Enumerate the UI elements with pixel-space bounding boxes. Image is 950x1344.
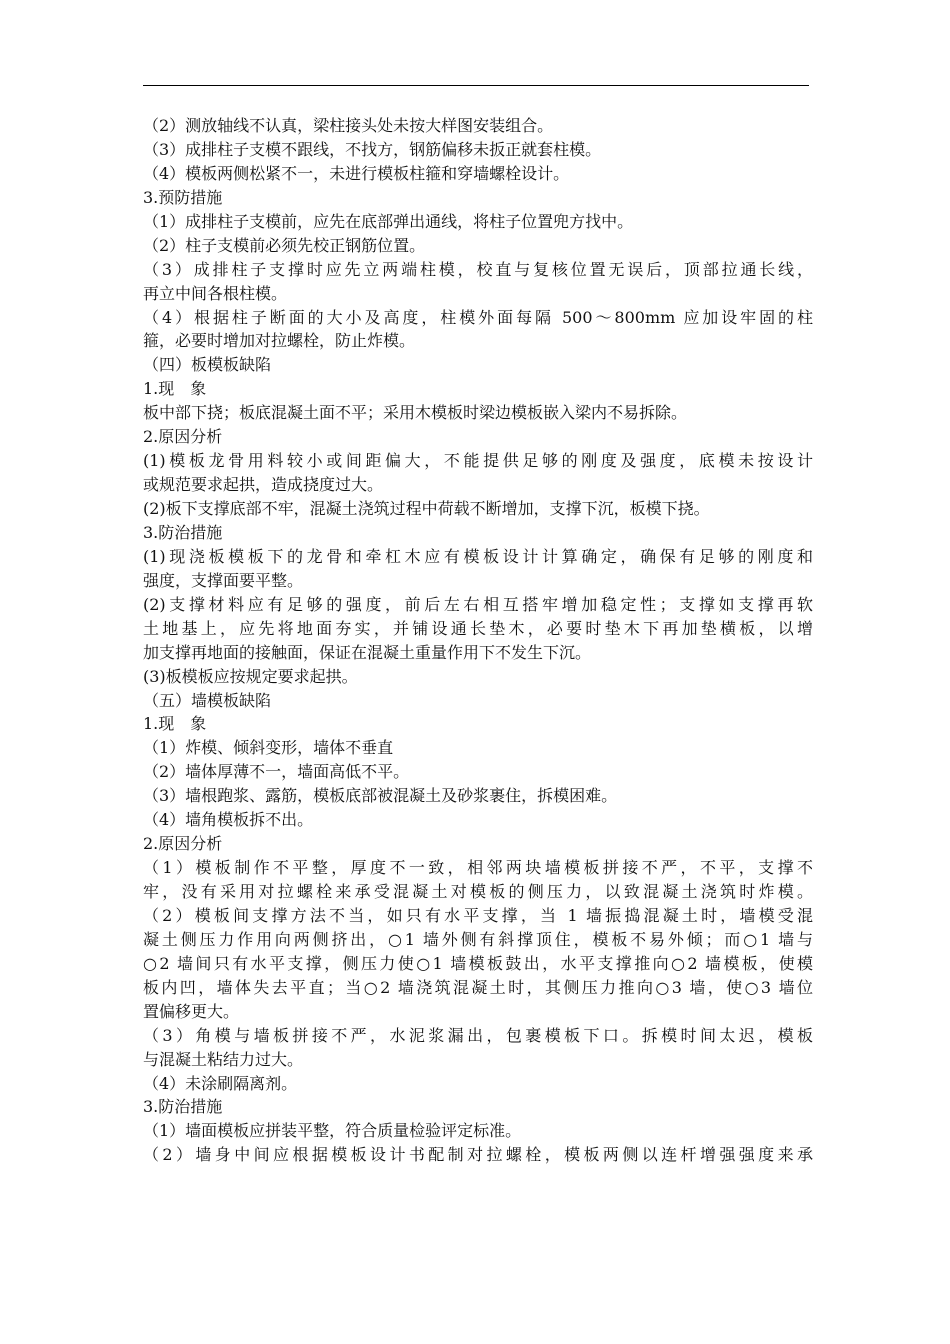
text-line: 与混凝土粘结力过大。: [143, 1049, 304, 1069]
text-line: 土地基上，应先将地面夯实，并铺设通长垫木，必要时垫木下再加垫横板，以增: [143, 618, 813, 638]
text-line: （1）成排柱子支模前，应先在底部弹出通线，将柱子位置兜方找中。: [143, 211, 634, 231]
text-line: 1.现 象: [143, 714, 207, 734]
text-line: （四）板模板缺陷: [143, 355, 272, 375]
text-line: 1.现 象: [143, 379, 207, 399]
text-line: （2）柱子支模前必须先校正钢筋位置。: [143, 235, 426, 255]
text-line: 2.原因分析: [143, 427, 223, 447]
text-line: 或规范要求起拱，造成挠度过大。: [143, 475, 384, 495]
text-line: 加支撑再地面的接触面，保证在混凝土重量作用下不发生下沉。: [143, 642, 592, 662]
text-line: （3）成排柱子支撑时应先立两端柱模，校直与复核位置无误后，顶部拉通长线，: [143, 259, 813, 279]
text-line: 置偏移更大。: [143, 1001, 240, 1021]
text-line: 箍，必要时增加对拉螺栓，防止炸模。: [143, 331, 416, 351]
text-line: ○2 墙间只有水平支撑，侧压力使○1 墙模板鼓出，水平支撑推向○2 墙模板，使模: [143, 953, 813, 973]
text-line: 凝土侧压力作用向两侧挤出，○1 墙外侧有斜撑顶住，模板不易外倾；而○1 墙与: [143, 929, 813, 949]
text-line: (2)板下支撑底部不牢，混凝土浇筑过程中荷载不断增加，支撑下沉，板模下挠。: [143, 499, 710, 518]
text-line: （1）墙面模板应拼装平整，符合质量检验评定标准。: [143, 1121, 522, 1141]
text-line: （3）成排柱子支模不跟线，不找方，钢筋偏移未扳正就套柱模。: [143, 139, 602, 159]
text-line: （3）墙根跑浆、露筋，模板底部被混凝土及砂浆裹住，拆模困难。: [143, 786, 618, 806]
text-line: （五）墙模板缺陷: [143, 690, 272, 710]
text-line: （3）角模与墙板拼接不严，水泥浆漏出，包裹模板下口。拆模时间太迟，模板: [143, 1025, 813, 1045]
text-line: 3.防治措施: [143, 1097, 223, 1117]
text-line: 板内凹，墙体失去平直；当○2 墙浇筑混凝土时，其侧压力推向○3 墙，使○3 墙位: [143, 977, 813, 997]
text-line: (1)现浇板模板下的龙骨和牵杠木应有模板设计计算确定，确保有足够的刚度和: [143, 546, 813, 566]
text-line: 板中部下挠；板底混凝土面不平；采用木模板时梁边模板嵌入梁内不易拆除。: [143, 403, 688, 423]
text-line: 3.防治措施: [143, 522, 223, 542]
text-line: 牢，没有采用对拉螺栓来承受混凝土对模板的侧压力，以致混凝土浇筑时炸模。: [143, 882, 813, 901]
text-line: （2）墙体厚薄不一，墙面高低不平。: [143, 762, 410, 782]
text-line: （4）模板两侧松紧不一，未进行模板柱箍和穿墙螺栓设计。: [143, 163, 570, 183]
text-line: 2.原因分析: [143, 834, 223, 854]
text-line: （1）炸模、倾斜变形，墙体不垂直: [143, 738, 394, 758]
text-line: (1)模板龙骨用料较小或间距偏大，不能提供足够的刚度及强度，底模未按设计: [143, 451, 813, 471]
text-line: （1）模板制作不平整，厚度不一致，相邻两块墙模板拼接不严，不平，支撑不: [143, 858, 813, 878]
text-line: （2）墙身中间应根据模板设计书配制对拉螺栓，模板两侧以连杆增强强度来承: [143, 1145, 813, 1165]
text-line: （2）模板间支撑方法不当，如只有水平支撑，当 1 墙振捣混凝土时，墙模受混: [143, 905, 813, 925]
text-line: （4）墙角模板拆不出。: [143, 810, 314, 830]
text-line: (2)支撑材料应有足够的强度，前后左右相互搭牢增加稳定性；支撑如支撑再软: [143, 594, 813, 614]
text-line: (3)板模板应按规定要求起拱。: [143, 666, 358, 686]
document-body: [143, 114, 813, 1167]
text-line: （2）测放轴线不认真，梁柱接头处未按大样图安装组合。: [143, 116, 554, 135]
text-line: 强度，支撑面要平整。: [143, 570, 304, 590]
text-line: 再立中间各根柱模。: [143, 283, 288, 303]
header-rule: [143, 85, 809, 86]
text-line: （4）未涂刷隔离剂。: [143, 1073, 298, 1093]
text-line: 3.预防措施: [143, 187, 223, 207]
text-line: （4）根据柱子断面的大小及高度，柱模外面每隔 500～800mm 应加设牢固的柱: [143, 307, 813, 327]
